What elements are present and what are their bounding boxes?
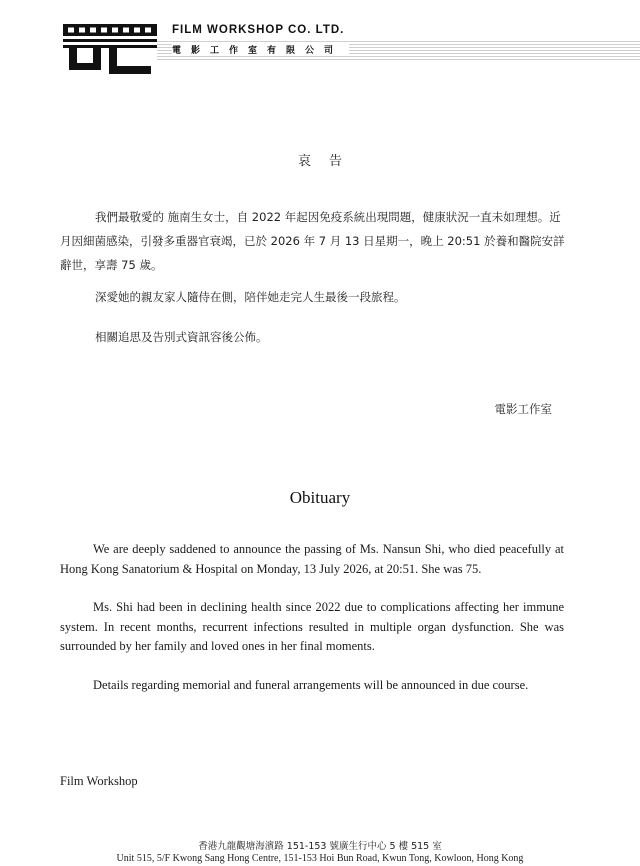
- film-workshop-logo: [63, 24, 157, 76]
- notice-paragraph-zh: 深愛她的親友家人隨侍在側，陪伴她走完人生最後一段旅程。: [95, 290, 406, 304]
- notice-paragraph-en: Details regarding memorial and funeral arrangements will be announced in due course.: [93, 678, 529, 692]
- footer-address-zh: 香港九龍觀塘海濱路 151-153 號廣生行中心 5 樓 515 室: [198, 841, 442, 852]
- notice-paragraph-en: Ms. Shi had been in declining health since 2022 due to complications affecting her immune system. In recent months, recurrent infections resulted in multiple organ dysfunction. She was surrounded by her family and loved ones in her final moments.: [60, 600, 564, 653]
- company-name-zh: 電影工作室有限公司: [172, 43, 349, 56]
- notice-paragraph-en: We are deeply saddened to announce the passing of Ms. Nansun Shi, who died peacefully at Hong Kong Sanatorium & Hospital on Monday, 13 July 2026, at 20:51. She was 75.: [60, 542, 564, 576]
- company-name-en: FILM WORKSHOP CO. LTD.: [172, 24, 345, 36]
- notice-paragraph-zh: 我們最敬愛的 施南生女士，自 2022 年起因免疫系統出現問題，健康狀況一直未如理想。近月因細菌感染，引發多重器官衰竭，已於 2026 年 7 月 13 日星期一，晚上 20:51 於養和醫院安詳辭世，享壽 75 歲。: [60, 210, 565, 272]
- notice-title-en: Obituary: [289, 488, 351, 507]
- notice-title-zh: 哀告: [297, 154, 360, 169]
- footer-address-en: Unit 515, 5/F Kwong Sang Hong Centre, 151-153 Hoi Bun Road, Kwun Tong, Kowloon, Hong Kong: [116, 853, 524, 864]
- signature-en: Film Workshop: [60, 774, 138, 788]
- notice-paragraph-zh: 相關追思及告別式資訊容後公佈。: [95, 330, 268, 344]
- signature-zh: 電影工作室: [494, 402, 552, 416]
